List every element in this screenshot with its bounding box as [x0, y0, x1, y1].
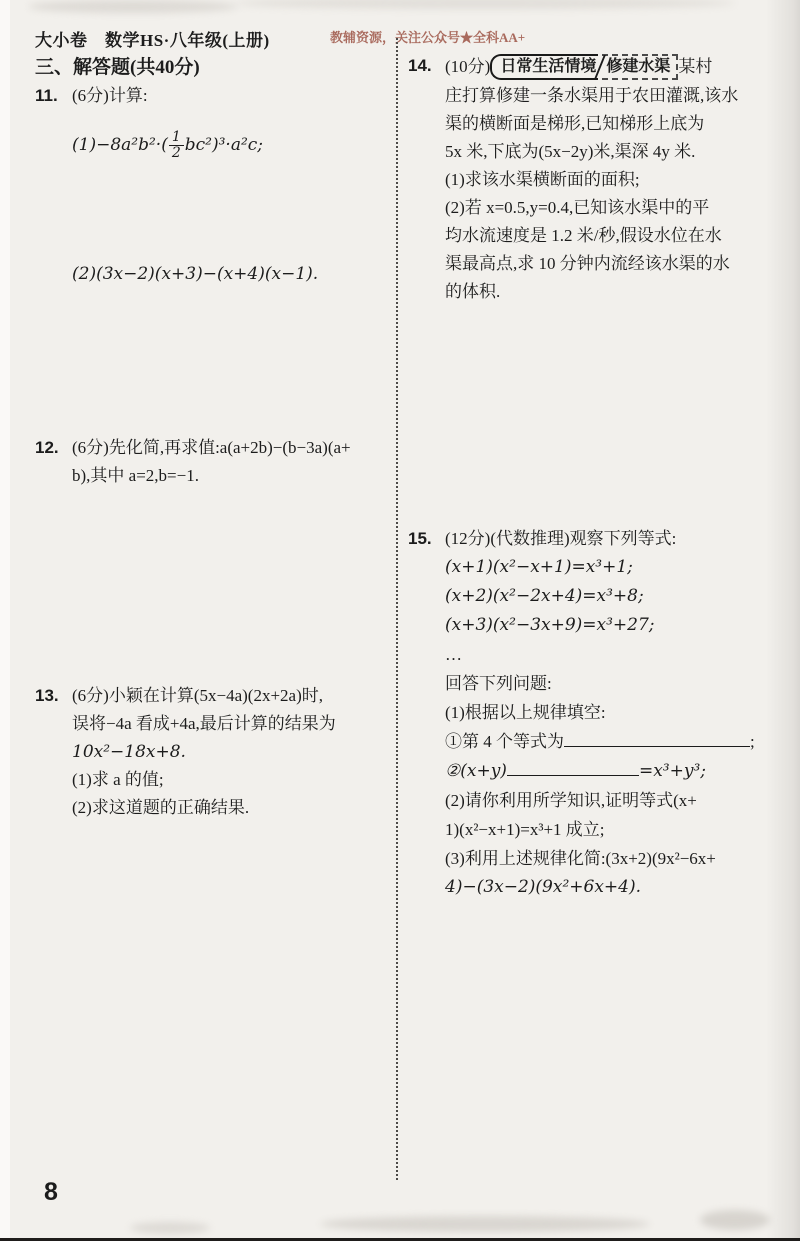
fill-blank-line [445, 727, 788, 756]
brand-title: 大小卷 数学HS·八年级(上册) [35, 31, 270, 50]
problem-text-line: (1)求该水渠横断面的面积; [445, 170, 640, 189]
problem-number: 14. [408, 56, 432, 75]
formula-line: 4)−(3x−2)(9x²+6x+4). [445, 877, 642, 897]
problem-points: (10分) [445, 57, 491, 76]
problem-text-line: (2)请你利用所学知识,证明等式(x+ [445, 791, 697, 810]
problem-12 [35, 434, 393, 490]
problem-number: 12. [35, 438, 59, 457]
problem-text: ; [750, 732, 755, 751]
context-tag [490, 54, 678, 80]
problem-text-line: (6分)小颖在计算(5x−4a)(2x+2a)时, [72, 686, 323, 705]
problem-text-line: 回答下列问题: [445, 674, 552, 693]
page-number: 8 [44, 1178, 58, 1206]
problem-text-line: (1)根据以上规律填空: [445, 703, 606, 722]
problem-11 [35, 82, 393, 288]
problem-first-line [445, 52, 788, 82]
column-divider [396, 38, 398, 1180]
scan-smudge-top-left [28, 0, 238, 13]
formula-line [72, 116, 393, 174]
problem-text: ①第 4 个等式为 [445, 732, 564, 751]
problem-text-line: (6分)先化简,再求值:a(a+2b)−(b−3a)(a+ [72, 438, 351, 457]
problem-text: ②(x+y) [445, 761, 507, 781]
problem-text-line: (12分)(代数推理)观察下列等式: [445, 529, 677, 548]
equation-line: (x+3)(x²−3x+9)=x³+27; [445, 615, 655, 635]
blank-line [507, 762, 639, 776]
scan-smudge-bottom-left [130, 1222, 210, 1234]
formula-line: 10x²−18x+8. [72, 742, 186, 762]
fraction-denominator: 2 [171, 144, 181, 161]
fill-blank-line [445, 756, 788, 786]
problem-14 [408, 52, 788, 306]
problem-number: 13. [35, 686, 59, 705]
formula-part: bc²)³·a²c; [184, 135, 264, 155]
problem-text-line: 庄打算修建一条水渠用于农田灌溉,该水 [445, 86, 739, 105]
problem-text-line: (2)若 x=0.5,y=0.4,已知该水渠中的平 [445, 198, 710, 217]
ellipsis-line: … [445, 645, 462, 664]
problem-text-line: b),其中 a=2,b=−1. [72, 466, 199, 485]
problem-text-line: 渠最高点,求 10 分钟内流经该水渠的水 [445, 254, 730, 273]
context-tag-solid: 日常生活情境 [490, 54, 598, 80]
problem-text-line: 1)(x²−x+1)=x³+1 成立; [445, 820, 605, 839]
page-right-edge [766, 0, 800, 1241]
problem-text-line: 5x 米,下底为(5x−2y)米,渠深 4y 米. [445, 142, 696, 161]
problem-text-line: (3)利用上述规律化简:(3x+2)(9x²−6x+ [445, 849, 716, 868]
problem-13 [35, 682, 393, 822]
problem-intro: (6分)计算: [72, 86, 148, 105]
equation-line: (x+2)(x²−2x+4)=x³+8; [445, 586, 644, 606]
promo-text: 教辅资源，关注公众号★全科AA+ [330, 30, 526, 45]
problem-text: 某村 [678, 57, 713, 76]
scan-smudge-top-center [235, 0, 735, 9]
scan-smudge-bottom-right [700, 1210, 770, 1230]
problem-text-line: (1)求 a 的值; [72, 770, 164, 789]
problem-text-line: 误将−4a 看成+4a,最后计算的结果为 [72, 714, 336, 733]
fraction-numerator: 1 [169, 130, 184, 146]
formula-line: (2)(3x−2)(x+3)−(x+4)(x−1). [72, 264, 319, 284]
problem-text-line: 的体积. [445, 282, 501, 301]
context-tag-dashed: 修建水渠 [602, 54, 678, 80]
scan-smudge-bottom-center [320, 1216, 650, 1232]
problem-text-line: (2)求这道题的正确结果. [72, 798, 250, 817]
problem-text-line: 均水流速度是 1.2 米/秒,假设水位在水 [445, 226, 722, 245]
fraction [169, 130, 184, 160]
equation-line: (x+1)(x²−x+1)=x³+1; [445, 557, 633, 577]
formula-part: (1)−8a²b²·( [72, 135, 168, 155]
problem-text: =x³+y³; [638, 761, 706, 781]
section-title: 三、解答题(共40分) [35, 57, 200, 78]
problem-15 [408, 524, 788, 902]
problem-text-line: 渠的横断面是梯形,已知梯形上底为 [445, 114, 705, 133]
problem-number: 15. [408, 529, 432, 548]
page-left-edge [0, 0, 10, 1241]
problem-number: 11. [35, 86, 58, 105]
blank-line [564, 733, 750, 747]
